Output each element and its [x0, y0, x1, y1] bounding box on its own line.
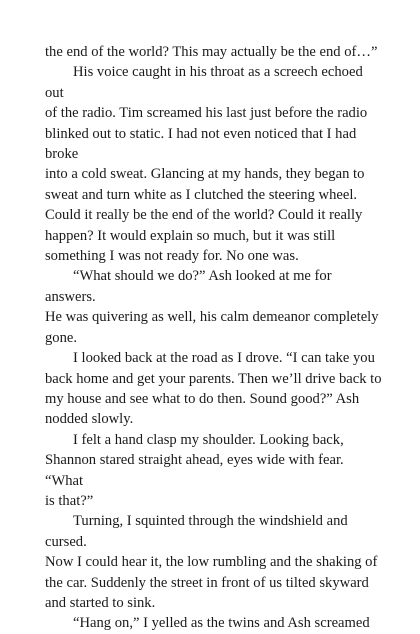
paragraph: I felt a hand clasp my shoulder. Looking back, Shannon stared straight ahead, eyes wide with fear. “What is that?” [45, 431, 344, 509]
paragraph-continuation: the end of the world? This may actually be the end of…” [45, 44, 378, 60]
paragraph: “What should we do?” Ash looked at me for answers. He was quivering as well, his calm demeanor completely gone. [45, 268, 379, 346]
paragraph: I looked back at the road as I drove. “I can take you back home and get your parents. Then we’ll drive back to my house and see what to do then. Sound good?” Ash nodded slowly. [45, 350, 382, 428]
paragraph: Turning, I squinted through the windshield and cursed. Now I could hear it, the low rumbling and the shaking of the car. Suddenly the street in front of us tilted skyward and started to sink. [45, 513, 378, 611]
book-page [45, 42, 383, 634]
paragraph: His voice caught in his throat as a screech echoed out of the radio. Tim screamed his last just before the radio blinked out to static. I had not even noticed that I had broke into a cold sweat. Glancing at my hands, they began to sweat and turn white as I clutched the steering wheel. Could it really be the end of the world? Could it really happen? It would explain so much, but it was still something I was not ready for. No one was. [45, 64, 368, 265]
paragraph: “Hang on,” I yelled as the twins and Ash screamed [73, 615, 370, 632]
